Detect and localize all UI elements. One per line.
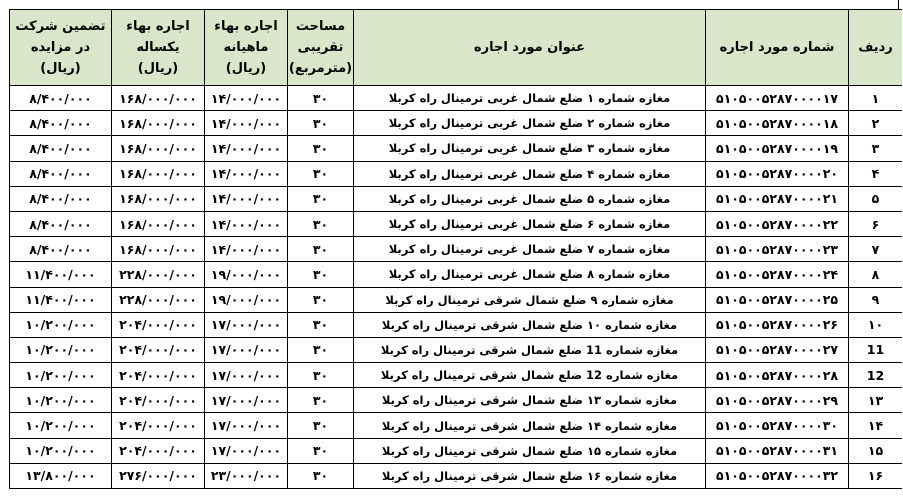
cell-guarantee: ۱۱/۴۰۰/۰۰۰ (10, 287, 112, 312)
cell-lease-title: مغازه شماره ۳ ضلع شمال غربی ترمینال راه کربلا (354, 136, 706, 161)
cell-monthly-rent: ۱۴/۰۰۰/۰۰۰ (205, 237, 288, 262)
cell-radif: ۶ (849, 211, 903, 236)
cell-lease-number: ۵۱۰۵۰۰۵۲۸۷۰۰۰۰۳۱ (706, 438, 849, 463)
cell-guarantee: ۱۰/۲۰۰/۰۰۰ (10, 413, 112, 438)
cell-guarantee: ۱۰/۲۰۰/۰۰۰ (10, 363, 112, 388)
cell-radif: ۸ (849, 262, 903, 287)
cell-yearly-rent: ۲۲۸/۰۰۰/۰۰۰ (112, 287, 205, 312)
cell-yearly-rent: ۲۰۴/۰۰۰/۰۰۰ (112, 337, 205, 362)
table-row (10, 136, 903, 161)
cell-lease-title: مغازه شماره 11 ضلع شمال شرقی ترمینال راه کربلا (354, 337, 706, 362)
cell-radif: ۱۰ (849, 312, 903, 337)
cell-yearly-rent: ۱۶۸/۰۰۰/۰۰۰ (112, 161, 205, 186)
cell-lease-title: مغازه شماره ۱۳ ضلع شمال شرقی ترمینال راه کربلا (354, 388, 706, 413)
cell-radif: 12 (849, 363, 903, 388)
cell-lease-number: ۵۱۰۵۰۰۵۲۸۷۰۰۰۰۲۵ (706, 287, 849, 312)
cell-guarantee: ۸/۴۰۰/۰۰۰ (10, 161, 112, 186)
cell-yearly-rent: ۱۶۸/۰۰۰/۰۰۰ (112, 186, 205, 211)
header-lease-title: عنوان مورد اجاره (354, 10, 706, 86)
table-row (10, 413, 903, 438)
cell-yearly-rent: ۲۰۴/۰۰۰/۰۰۰ (112, 312, 205, 337)
cell-yearly-rent: ۱۶۸/۰۰۰/۰۰۰ (112, 111, 205, 136)
cell-monthly-rent: ۱۷/۰۰۰/۰۰۰ (205, 312, 288, 337)
table-row (10, 312, 903, 337)
header-area: مساحت تقریبی (مترمربع) (288, 10, 354, 86)
header-yearly-rent: اجاره بهاء یکساله (ریال) (112, 10, 205, 86)
lease-table (9, 9, 902, 489)
cell-radif: ۱۳ (849, 388, 903, 413)
cell-area: ۳۰ (288, 463, 354, 488)
cell-monthly-rent: ۱۴/۰۰۰/۰۰۰ (205, 161, 288, 186)
cell-lease-title: مغازه شماره ۹ ضلع شمال شرقی ترمینال راه کربلا (354, 287, 706, 312)
cell-lease-number: ۵۱۰۵۰۰۵۲۸۷۰۰۰۰۲۷ (706, 337, 849, 362)
cell-area: ۳۰ (288, 186, 354, 211)
table-row (10, 388, 903, 413)
cell-guarantee: ۸/۴۰۰/۰۰۰ (10, 111, 112, 136)
cell-lease-number: ۵۱۰۵۰۰۵۲۸۷۰۰۰۰۲۱ (706, 186, 849, 211)
cell-monthly-rent: ۱۴/۰۰۰/۰۰۰ (205, 86, 288, 111)
page-edge-line (898, 0, 899, 9)
cell-monthly-rent: ۱۷/۰۰۰/۰۰۰ (205, 363, 288, 388)
cell-radif: ۱۵ (849, 438, 903, 463)
cell-guarantee: ۸/۴۰۰/۰۰۰ (10, 211, 112, 236)
cell-radif: 11 (849, 337, 903, 362)
cell-monthly-rent: ۲۳/۰۰۰/۰۰۰ (205, 463, 288, 488)
cell-radif: ۱۴ (849, 413, 903, 438)
cell-lease-number: ۵۱۰۵۰۰۵۲۸۷۰۰۰۰۲۳ (706, 237, 849, 262)
cell-area: ۳۰ (288, 363, 354, 388)
cell-yearly-rent: ۱۶۸/۰۰۰/۰۰۰ (112, 86, 205, 111)
cell-area: ۳۰ (288, 211, 354, 236)
cell-yearly-rent: ۲۲۸/۰۰۰/۰۰۰ (112, 262, 205, 287)
cell-yearly-rent: ۱۶۸/۰۰۰/۰۰۰ (112, 211, 205, 236)
cell-yearly-rent: ۲۰۴/۰۰۰/۰۰۰ (112, 363, 205, 388)
cell-guarantee: ۱۰/۲۰۰/۰۰۰ (10, 388, 112, 413)
cell-lease-title: مغازه شماره 12 ضلع شمال شرقی ترمینال راه کربلا (354, 363, 706, 388)
cell-monthly-rent: ۱۷/۰۰۰/۰۰۰ (205, 388, 288, 413)
cell-radif: ۱ (849, 86, 903, 111)
cell-lease-title: مغازه شماره ۱۶ ضلع شمال شرقی ترمینال راه کربلا (354, 463, 706, 488)
cell-guarantee: ۸/۴۰۰/۰۰۰ (10, 86, 112, 111)
cell-radif: ۲ (849, 111, 903, 136)
cell-lease-title: مغازه شماره ۶ ضلع شمال غربی ترمینال راه کربلا (354, 211, 706, 236)
table-row (10, 86, 903, 111)
cell-lease-number: ۵۱۰۵۰۰۵۲۸۷۰۰۰۰۲۶ (706, 312, 849, 337)
cell-guarantee: ۸/۴۰۰/۰۰۰ (10, 186, 112, 211)
header-monthly-rent: اجاره بهاء ماهیانه (ریال) (205, 10, 288, 86)
cell-lease-title: مغازه شماره ۸ ضلع شمال غربی ترمینال راه کربلا (354, 262, 706, 287)
cell-lease-number: ۵۱۰۵۰۰۵۲۸۷۰۰۰۰۲۹ (706, 388, 849, 413)
cell-guarantee: ۸/۴۰۰/۰۰۰ (10, 237, 112, 262)
cell-lease-title: مغازه شماره ۲ ضلع شمال غربی ترمینال راه کربلا (354, 111, 706, 136)
table-row (10, 463, 903, 488)
cell-lease-number: ۵۱۰۵۰۰۵۲۸۷۰۰۰۰۱۷ (706, 86, 849, 111)
cell-lease-number: ۵۱۰۵۰۰۵۲۸۷۰۰۰۰۲۴ (706, 262, 849, 287)
cell-lease-title: مغازه شماره ۱ ضلع شمال غربی ترمینال راه کربلا (354, 86, 706, 111)
cell-area: ۳۰ (288, 237, 354, 262)
cell-monthly-rent: ۱۷/۰۰۰/۰۰۰ (205, 337, 288, 362)
cell-lease-title: مغازه شماره ۴ ضلع شمال غربی ترمینال راه کربلا (354, 161, 706, 186)
table-row (10, 161, 903, 186)
cell-area: ۳۰ (288, 136, 354, 161)
cell-radif: ۵ (849, 186, 903, 211)
cell-guarantee: ۱۱/۴۰۰/۰۰۰ (10, 262, 112, 287)
cell-yearly-rent: ۱۶۸/۰۰۰/۰۰۰ (112, 136, 205, 161)
cell-monthly-rent: ۱۷/۰۰۰/۰۰۰ (205, 413, 288, 438)
cell-monthly-rent: ۱۴/۰۰۰/۰۰۰ (205, 186, 288, 211)
cell-area: ۳۰ (288, 413, 354, 438)
table-row (10, 186, 903, 211)
cell-area: ۳۰ (288, 262, 354, 287)
cell-monthly-rent: ۱۹/۰۰۰/۰۰۰ (205, 287, 288, 312)
cell-lease-number: ۵۱۰۵۰۰۵۲۸۷۰۰۰۰۳۲ (706, 463, 849, 488)
cell-yearly-rent: ۲۷۶/۰۰۰/۰۰۰ (112, 463, 205, 488)
table-row (10, 237, 903, 262)
cell-monthly-rent: ۱۷/۰۰۰/۰۰۰ (205, 438, 288, 463)
table-row (10, 287, 903, 312)
cell-radif: ۹ (849, 287, 903, 312)
cell-radif: ۴ (849, 161, 903, 186)
lease-table-container (9, 9, 902, 501)
cell-guarantee: ۱۰/۲۰۰/۰۰۰ (10, 312, 112, 337)
cell-area: ۳۰ (288, 312, 354, 337)
cell-lease-title: مغازه شماره ۱۵ ضلع شمال شرقی ترمینال راه کربلا (354, 438, 706, 463)
cell-area: ۳۰ (288, 111, 354, 136)
table-row (10, 111, 903, 136)
table-row (10, 337, 903, 362)
cell-lease-number: ۵۱۰۵۰۰۵۲۸۷۰۰۰۰۲۲ (706, 211, 849, 236)
table-row (10, 363, 903, 388)
cell-radif: ۳ (849, 136, 903, 161)
cell-radif: ۷ (849, 237, 903, 262)
cell-monthly-rent: ۱۴/۰۰۰/۰۰۰ (205, 211, 288, 236)
header-radif: ردیف (849, 10, 903, 86)
table-row (10, 211, 903, 236)
cell-lease-number: ۵۱۰۵۰۰۵۲۸۷۰۰۰۰۱۸ (706, 111, 849, 136)
cell-guarantee: ۱۰/۲۰۰/۰۰۰ (10, 337, 112, 362)
cell-area: ۳۰ (288, 388, 354, 413)
table-header-row (10, 10, 903, 86)
cell-lease-number: ۵۱۰۵۰۰۵۲۸۷۰۰۰۰۳۰ (706, 413, 849, 438)
table-row (10, 438, 903, 463)
cell-lease-title: مغازه شماره ۷ ضلع شمال غربی ترمینال راه کربلا (354, 237, 706, 262)
cell-area: ۳۰ (288, 86, 354, 111)
cell-area: ۳۰ (288, 287, 354, 312)
cell-yearly-rent: ۲۰۴/۰۰۰/۰۰۰ (112, 438, 205, 463)
cell-yearly-rent: ۲۰۴/۰۰۰/۰۰۰ (112, 413, 205, 438)
cell-guarantee: ۱۳/۸۰۰/۰۰۰ (10, 463, 112, 488)
cell-monthly-rent: ۱۹/۰۰۰/۰۰۰ (205, 262, 288, 287)
cell-lease-number: ۵۱۰۵۰۰۵۲۸۷۰۰۰۰۱۹ (706, 136, 849, 161)
cell-radif: ۱۶ (849, 463, 903, 488)
cell-yearly-rent: ۲۰۴/۰۰۰/۰۰۰ (112, 388, 205, 413)
cell-area: ۳۰ (288, 438, 354, 463)
cell-yearly-rent: ۱۶۸/۰۰۰/۰۰۰ (112, 237, 205, 262)
header-guarantee: تضمین شرکت در مزایده (ریال) (10, 10, 112, 86)
cell-guarantee: ۸/۴۰۰/۰۰۰ (10, 136, 112, 161)
cell-lease-title: مغازه شماره ۵ ضلع شمال غربی ترمینال راه کربلا (354, 186, 706, 211)
header-lease-number: شماره مورد اجاره (706, 10, 849, 86)
cell-lease-title: مغازه شماره ۱۴ ضلع شمال شرقی ترمینال راه کربلا (354, 413, 706, 438)
cell-monthly-rent: ۱۴/۰۰۰/۰۰۰ (205, 111, 288, 136)
cell-lease-number: ۵۱۰۵۰۰۵۲۸۷۰۰۰۰۲۰ (706, 161, 849, 186)
cell-guarantee: ۱۰/۲۰۰/۰۰۰ (10, 438, 112, 463)
table-row (10, 262, 903, 287)
cell-area: ۳۰ (288, 161, 354, 186)
cell-monthly-rent: ۱۴/۰۰۰/۰۰۰ (205, 136, 288, 161)
cell-area: ۳۰ (288, 337, 354, 362)
cell-lease-number: ۵۱۰۵۰۰۵۲۸۷۰۰۰۰۲۸ (706, 363, 849, 388)
cell-lease-title: مغازه شماره ۱۰ ضلع شمال شرقی ترمینال راه کربلا (354, 312, 706, 337)
